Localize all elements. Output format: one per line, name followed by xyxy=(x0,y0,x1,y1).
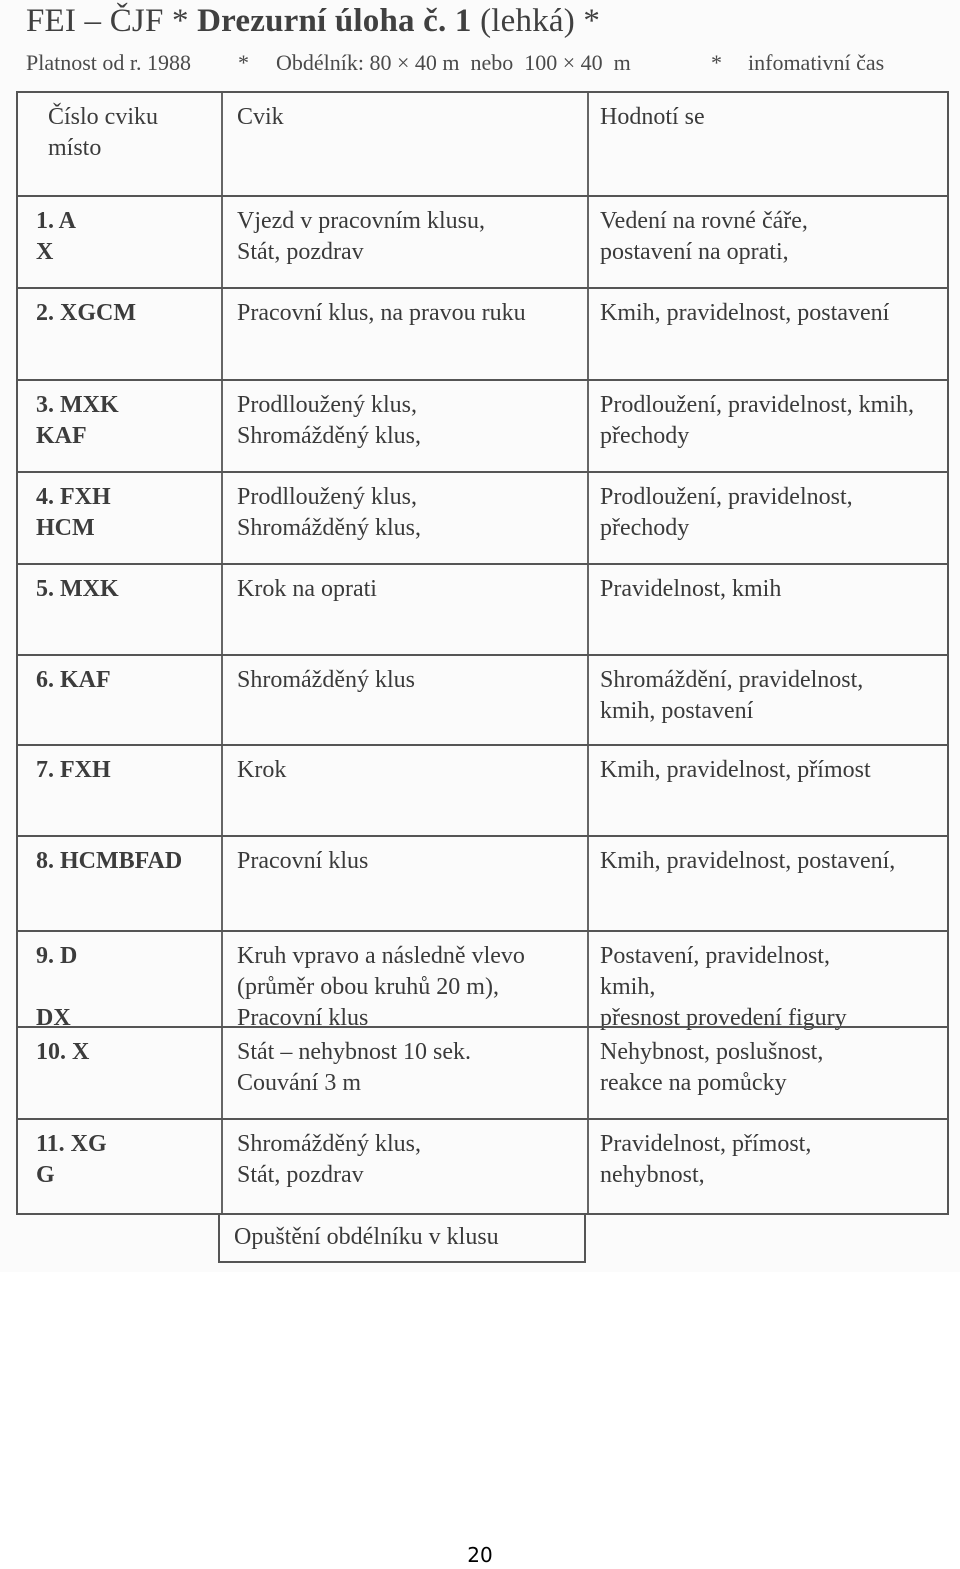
column-header-exercise: Cvik xyxy=(221,93,587,195)
title-main: Drezurní úloha č. 1 xyxy=(197,3,472,39)
exercise-number: 5. MXK xyxy=(36,576,119,602)
table-row xyxy=(16,654,949,744)
exercise-number: 9. D DX xyxy=(36,943,78,1031)
exercise-description: Prodlloužený klus, Shromážděný klus, xyxy=(221,473,587,563)
title-prefix: FEI – ČJF * xyxy=(26,3,198,39)
exercise-number: 8. HCMBFAD xyxy=(36,848,183,874)
page-title xyxy=(26,3,600,40)
page-number: 20 xyxy=(467,1543,493,1567)
exercise-description: Vjezd v pracovním klusu, Stát, pozdrav xyxy=(221,197,587,287)
table-row xyxy=(16,563,949,654)
judging-criteria: Kmih, pravidelnost, postavení, xyxy=(587,837,949,930)
table-row xyxy=(16,1118,949,1215)
judging-criteria: Pravidelnost, kmih xyxy=(587,565,949,654)
exercise-description: Shromážděný klus, Stát, pozdrav xyxy=(221,1120,587,1213)
time-note-text: infomativní čas xyxy=(748,50,885,75)
judging-criteria: Prodloužení, pravidelnost, kmih, přechody xyxy=(587,381,949,471)
table-row xyxy=(16,930,949,1031)
table-row xyxy=(16,195,949,287)
judging-criteria: Kmih, pravidelnost, přímost xyxy=(587,746,949,835)
judging-criteria: Prodloužení, pravidelnost, přechody xyxy=(587,473,949,563)
exercise-number: 11. XG G xyxy=(36,1131,107,1188)
judging-criteria: Pravidelnost, přímost, nehybnost, xyxy=(587,1120,949,1213)
separator-star: * xyxy=(711,50,722,75)
exercise-number: 3. MXK KAF xyxy=(36,392,119,449)
exercise-number: 10. X xyxy=(36,1039,90,1065)
judging-criteria: Shromáždění, pravidelnost, kmih, postavení xyxy=(587,656,949,744)
table-row xyxy=(16,379,949,471)
table-row xyxy=(16,287,949,379)
exercise-description: Pracovní klus, na pravou ruku xyxy=(221,289,587,379)
exercise-description: Krok xyxy=(221,746,587,835)
table-row xyxy=(16,835,949,930)
judging-criteria: Kmih, pravidelnost, postavení xyxy=(587,289,949,379)
exercise-description: Pracovní klus xyxy=(221,837,587,930)
exercise-description: Shromážděný klus xyxy=(221,656,587,744)
separator-star: * xyxy=(238,50,249,75)
exit-arena-cell: Opuštění obdélníku v klusu xyxy=(218,1215,586,1263)
exercise-number: 2. XGCM xyxy=(36,300,136,326)
judging-criteria: Vedení na rovné čáře, postavení na oprati, xyxy=(587,197,949,287)
table-row xyxy=(16,744,949,835)
arena-size-text: Obdélník: 80 × 40 m nebo 100 × 40 m xyxy=(276,50,631,75)
exercise-description: Stát – nehybnost 10 sek. Couvání 3 m xyxy=(221,1028,587,1118)
exercise-description: Kruh vpravo a následně vlevo (průměr obou kruhů 20 m), Pracovní klus xyxy=(221,932,587,1026)
exercise-number: 1. A X xyxy=(36,208,77,265)
column-header-number: Číslo cviku místo xyxy=(48,104,159,161)
title-suffix: (lehká) * xyxy=(471,3,601,39)
validity-text: Platnost od r. 1988 xyxy=(26,50,192,75)
subtitle-line xyxy=(26,50,906,80)
table-row xyxy=(16,471,949,563)
table-header-row xyxy=(16,91,949,195)
table-row xyxy=(16,1026,949,1118)
column-header-judged: Hodnotí se xyxy=(587,93,949,195)
exercise-number: 6. KAF xyxy=(36,667,111,693)
judging-criteria: Nehybnost, poslušnost, reakce na pomůcky xyxy=(587,1028,949,1118)
exercise-number: 7. FXH xyxy=(36,757,111,783)
exercise-description: Krok na oprati xyxy=(221,565,587,654)
exercise-description: Prodlloužený klus, Shromážděný klus, xyxy=(221,381,587,471)
judging-criteria: Postavení, pravidelnost, kmih, přesnost provedení figury xyxy=(587,932,949,1026)
exercise-number: 4. FXH HCM xyxy=(36,484,111,541)
